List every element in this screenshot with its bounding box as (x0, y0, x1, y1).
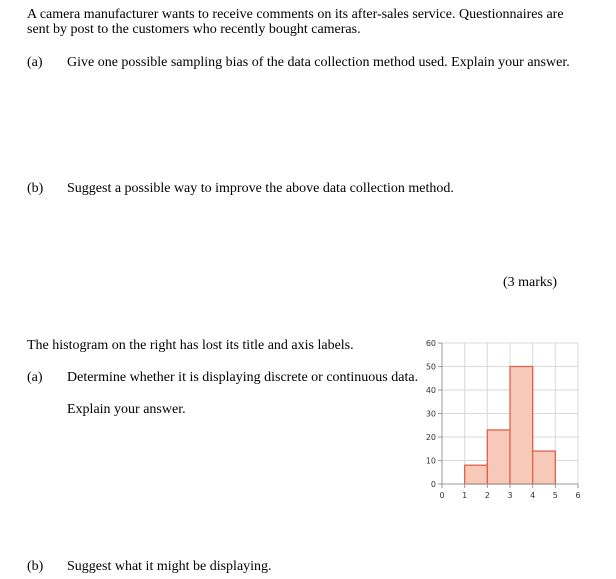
histogram-bar (487, 430, 510, 484)
q2-part-a-line-2: Explain your answer. (67, 402, 186, 417)
histogram-chart (418, 334, 604, 504)
q1-part-a-label: (a) (27, 55, 43, 70)
q1-part-b-label: (b) (27, 181, 44, 196)
histogram-bar (533, 451, 556, 484)
y-tick-label: 20 (425, 433, 436, 442)
x-tick-label: 5 (552, 491, 558, 500)
x-tick-label: 0 (439, 491, 445, 500)
q2-intro: The histogram on the right has lost its title and axis labels. (27, 338, 354, 353)
y-tick-label: 60 (425, 339, 436, 348)
y-tick-label: 30 (425, 409, 436, 419)
x-tick-label: 3 (507, 491, 513, 500)
histogram-bar (465, 465, 488, 484)
x-tick-label: 6 (575, 491, 581, 500)
q1-part-a-text: Give one possible sampling bias of the data collection method used. Explain your answer. (67, 55, 570, 70)
x-tick-label: 4 (530, 491, 536, 500)
histogram-bar (510, 367, 533, 485)
q1-part-b-text: Suggest a possible way to improve the above data collection method. (67, 181, 454, 196)
q1-intro-line-2: sent by post to the customers who recently bought cameras. (27, 22, 361, 37)
q2-part-a-line-1: Determine whether it is displaying discrete or continuous data. (67, 370, 419, 385)
y-tick-label: 0 (430, 480, 436, 489)
q1-intro-line-1: A camera manufacturer wants to receive comments on its after-sales service. Questionnaires are (27, 7, 564, 22)
y-tick-label: 40 (425, 386, 436, 395)
q2-part-a-label: (a) (27, 370, 43, 385)
y-tick-label: 10 (425, 456, 436, 466)
x-tick-label: 1 (462, 491, 468, 500)
y-tick-label: 50 (425, 362, 436, 372)
x-tick-label: 2 (484, 491, 490, 500)
q1-marks: (3 marks) (503, 275, 558, 290)
q2-part-b-text: Suggest what it might be displaying. (67, 559, 272, 574)
q2-part-b-label: (b) (27, 559, 44, 574)
